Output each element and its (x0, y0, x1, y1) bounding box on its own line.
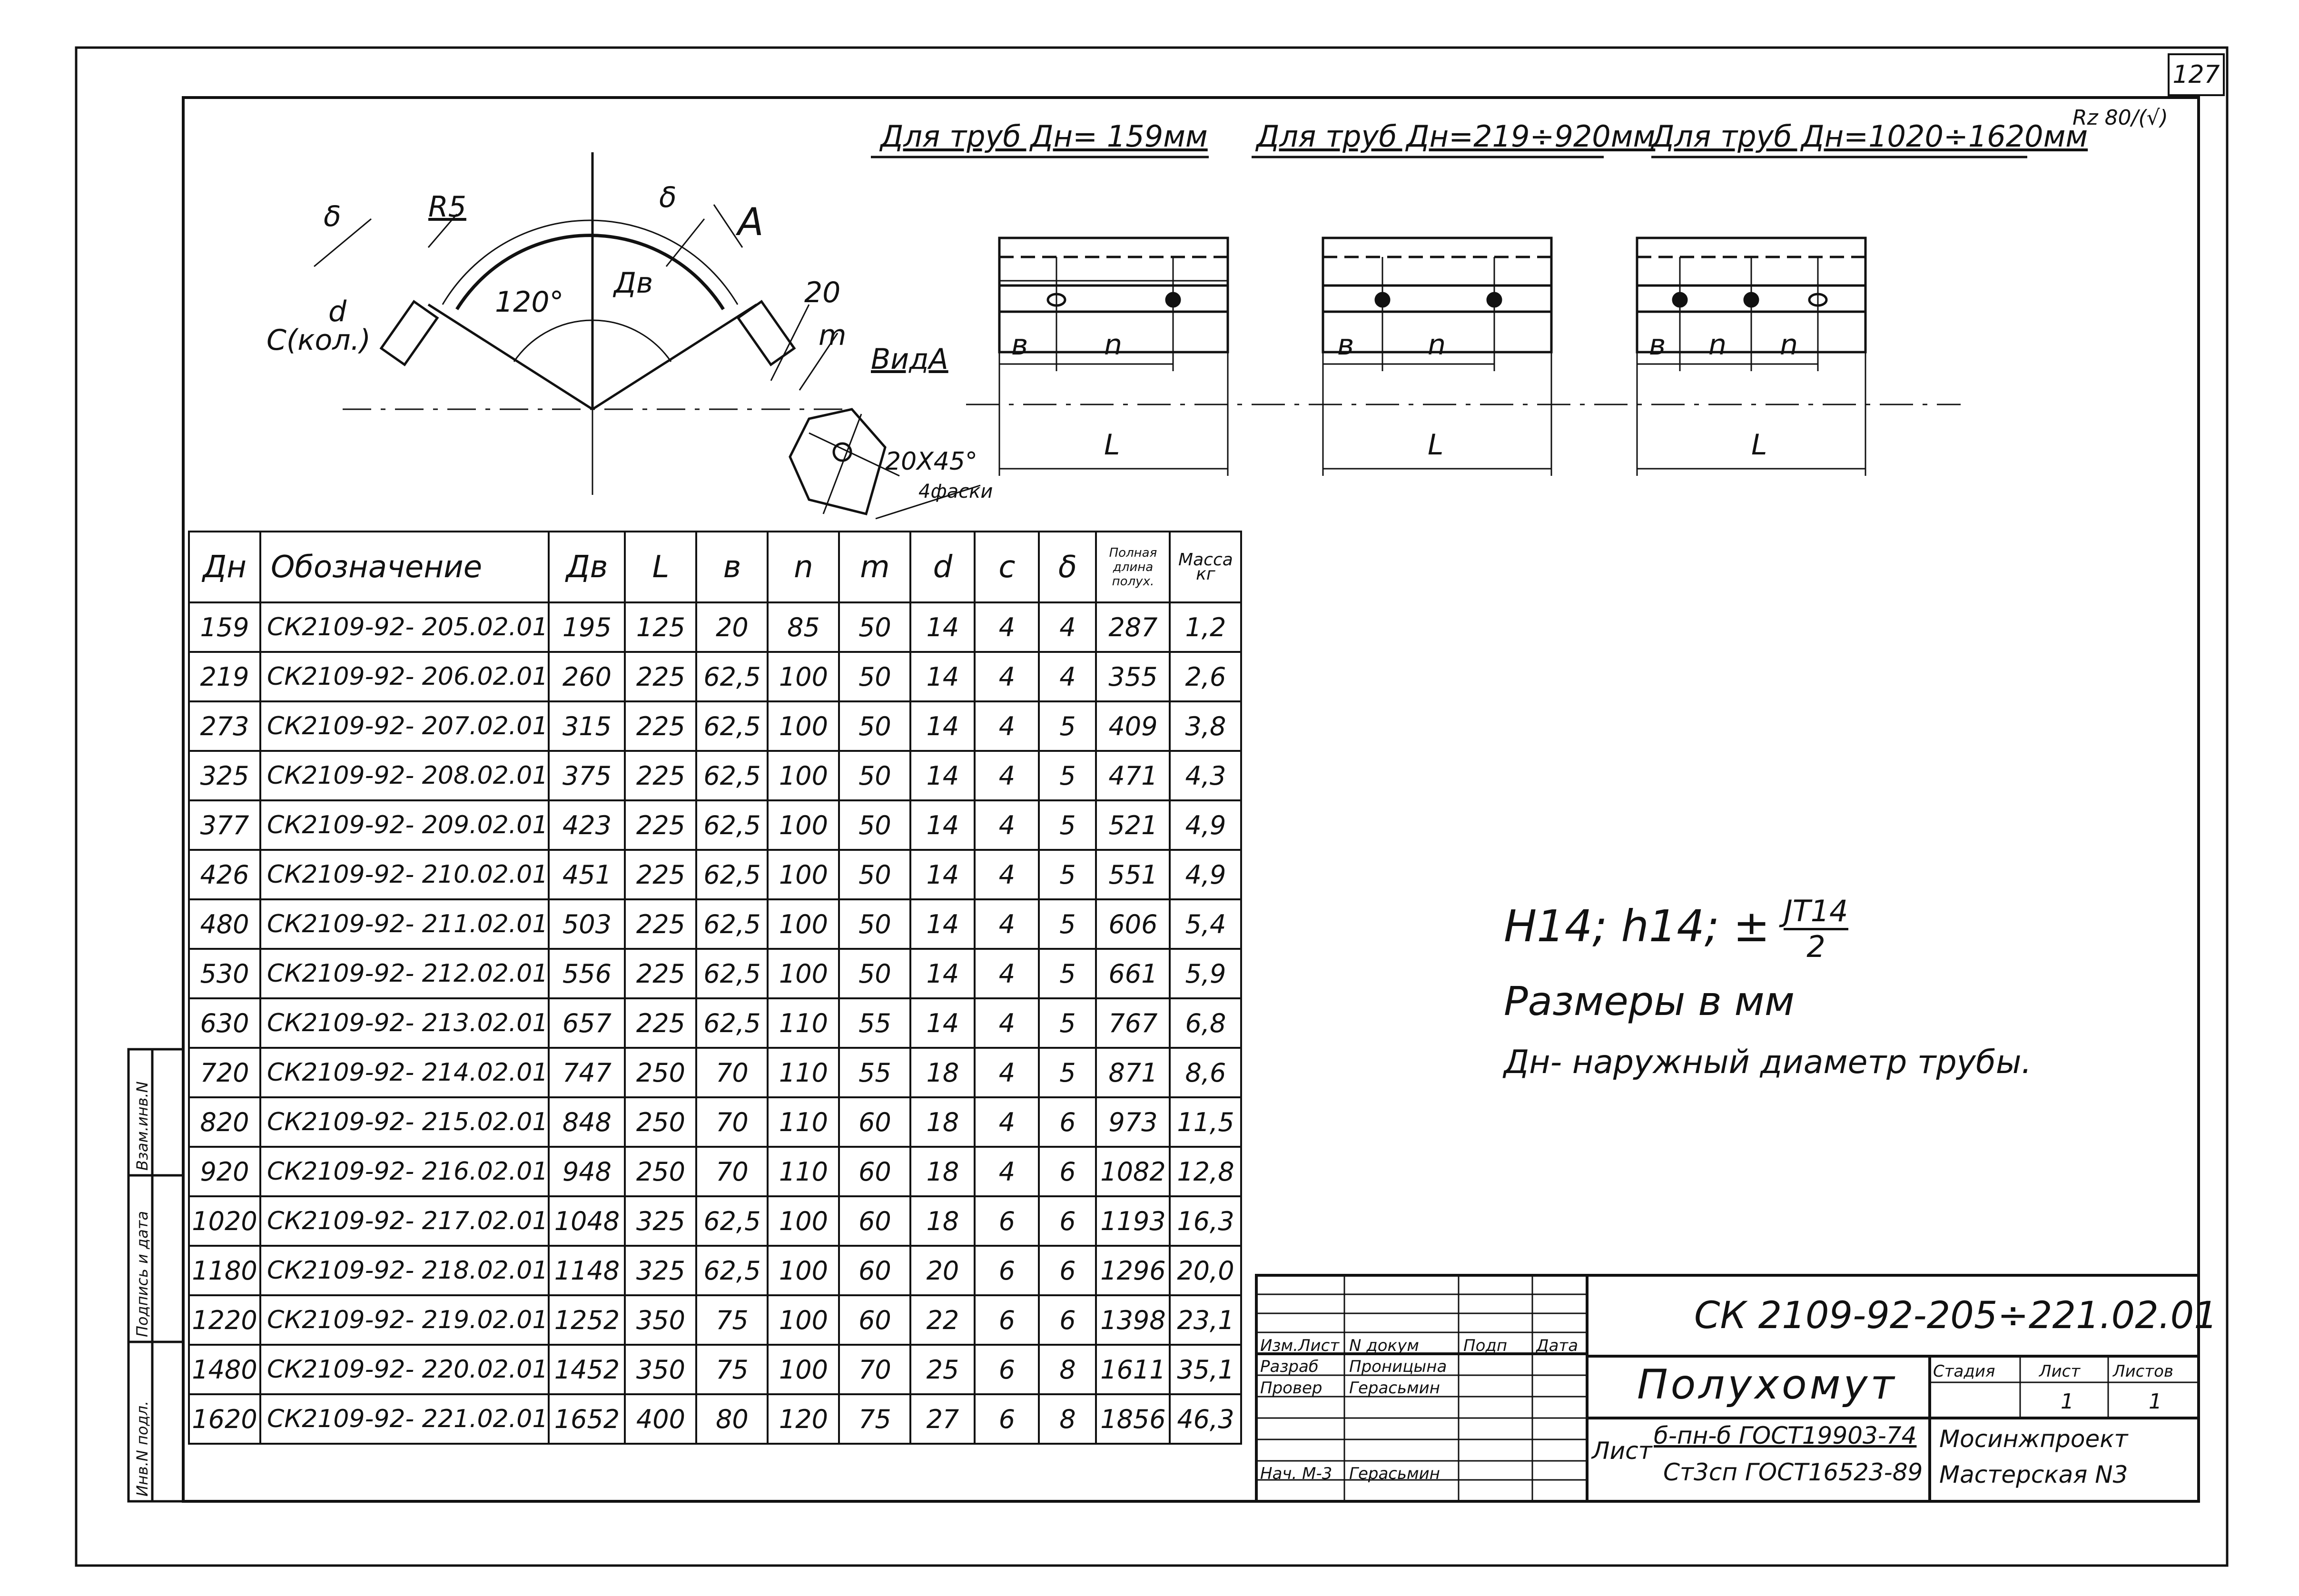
table-cell: СК2109-92- 215.02.01 (260, 1097, 549, 1147)
table-cell: 225 (625, 701, 696, 751)
material-line-1: б-пн-б ГОСТ19903-74 (1654, 1422, 1917, 1449)
table-cell: СК2109-92- 218.02.01 (260, 1246, 549, 1295)
razrab-name: Проницына (1349, 1357, 1447, 1376)
table-cell: 120 (768, 1394, 839, 1444)
table-cell: 100 (768, 949, 839, 998)
table-cell: 423 (549, 800, 625, 850)
sheets-label: Листов (2113, 1362, 2174, 1381)
org-line-2: Мастерская N3 (1939, 1461, 2128, 1488)
table-cell: 5 (1039, 800, 1096, 850)
table-cell: 606 (1096, 899, 1170, 949)
table-cell: 426 (189, 850, 260, 899)
sheet-number: 127 (2168, 53, 2225, 96)
razrab-label: Разраб (1260, 1357, 1319, 1376)
table-cell: 50 (839, 701, 910, 751)
col-izm-list: Изм.Лист (1260, 1336, 1340, 1355)
table-cell: 325 (625, 1196, 696, 1246)
table-cell: 110 (768, 1147, 839, 1196)
dim-L-view1: L (1104, 428, 1120, 462)
table-cell: 125 (625, 602, 696, 652)
section-m: m (819, 319, 847, 352)
section-d: d (328, 295, 347, 328)
section-angle: 120° (495, 286, 564, 319)
table-cell: 5 (1039, 850, 1096, 899)
doc-code: СК 2109-92-205÷221.02.01 (1694, 1294, 2218, 1337)
table-cell: 62,5 (696, 652, 768, 701)
table-cell: 20,0 (1170, 1246, 1241, 1295)
table-cell: 195 (549, 602, 625, 652)
prover-label: Провер (1260, 1379, 1322, 1398)
table-cell: 6 (975, 1246, 1039, 1295)
sheet-value: 1 (2061, 1389, 2074, 1414)
table-cell: 4 (1039, 652, 1096, 701)
table-cell: 20 (696, 602, 768, 652)
col-delta: δ (1039, 532, 1096, 602)
table-cell: 747 (549, 1048, 625, 1097)
sheet-label: Лист (2039, 1362, 2081, 1381)
table-cell: 50 (839, 899, 910, 949)
table-cell: 4 (1039, 602, 1096, 652)
table-cell: 46,3 (1170, 1394, 1241, 1444)
prover-name: Герасьмин (1349, 1379, 1440, 1398)
table-cell: 16,3 (1170, 1196, 1241, 1246)
table-cell: 5 (1039, 701, 1096, 751)
table-row (189, 751, 1241, 800)
table-cell: 657 (549, 998, 625, 1048)
part-name: Полухомут (1637, 1361, 1897, 1409)
table-cell: 62,5 (696, 850, 768, 899)
table-cell: 355 (1096, 652, 1170, 701)
table-cell: СК2109-92- 210.02.01 (260, 850, 549, 899)
table-cell: 80 (696, 1394, 768, 1444)
table-row (189, 1097, 1241, 1147)
table-cell: 250 (625, 1048, 696, 1097)
table-cell: 100 (768, 1295, 839, 1345)
table-cell: 75 (839, 1394, 910, 1444)
table-cell: 551 (1096, 850, 1170, 899)
stage-label: Стадия (1933, 1362, 1995, 1381)
table-cell: 100 (768, 1196, 839, 1246)
table-cell: 400 (625, 1394, 696, 1444)
section-dv: Дв (614, 266, 653, 300)
table-cell: 4 (975, 850, 1039, 899)
table-cell: 225 (625, 998, 696, 1048)
table-cell: 11,5 (1170, 1097, 1241, 1147)
dim-b-view2: в (1337, 328, 1354, 362)
table-cell: 62,5 (696, 800, 768, 850)
table-cell: 1,2 (1170, 602, 1241, 652)
table-row (189, 1048, 1241, 1097)
table-cell: 62,5 (696, 899, 768, 949)
table-cell: 70 (839, 1345, 910, 1394)
side-stamp-replace: Взам.инв.N (133, 1081, 151, 1171)
table-cell: 18 (910, 1048, 975, 1097)
col-dn: Дн (189, 532, 260, 602)
table-cell: 6 (1039, 1246, 1096, 1295)
table-row (189, 1246, 1241, 1295)
table-cell: 8 (1039, 1345, 1096, 1394)
table-cell: 260 (549, 652, 625, 701)
table-cell: 530 (189, 949, 260, 998)
table-cell: 18 (910, 1147, 975, 1196)
table-row (189, 1394, 1241, 1444)
table-cell: 5 (1039, 949, 1096, 998)
table-cell: 848 (549, 1097, 625, 1147)
col-dv: Дв (549, 532, 625, 602)
table-cell: 1398 (1096, 1295, 1170, 1345)
dim-n2-view3: n (1780, 328, 1798, 362)
table-row (189, 949, 1241, 998)
table-cell: СК2109-92- 217.02.01 (260, 1196, 549, 1246)
nach-name: Герасьмин (1349, 1464, 1440, 1483)
table-cell: 100 (768, 652, 839, 701)
table-cell: 4 (975, 602, 1039, 652)
table-cell: 20 (910, 1246, 975, 1295)
spec-table (188, 531, 1242, 1445)
dn-definition: Дн- наружный диаметр трубы. (1504, 1044, 2032, 1081)
table-cell: 8,6 (1170, 1048, 1241, 1097)
table-row (189, 800, 1241, 850)
table-cell: 110 (768, 1097, 839, 1147)
table-cell: 50 (839, 949, 910, 998)
table-cell: 630 (189, 998, 260, 1048)
table-cell: 4,9 (1170, 850, 1241, 899)
table-cell: 70 (696, 1048, 768, 1097)
table-cell: СК2109-92- 221.02.01 (260, 1394, 549, 1444)
table-cell: 12,8 (1170, 1147, 1241, 1196)
table-cell: 350 (625, 1295, 696, 1345)
chamfer-note: 4фаски (918, 481, 993, 502)
table-row (189, 850, 1241, 899)
table-cell: 556 (549, 949, 625, 998)
table-cell: СК2109-92- 211.02.01 (260, 899, 549, 949)
side-stamp-signature: Подпись и дата (133, 1211, 151, 1337)
table-cell: 4 (975, 949, 1039, 998)
table-cell: 6 (975, 1345, 1039, 1394)
table-cell: 14 (910, 998, 975, 1048)
table-cell: 62,5 (696, 751, 768, 800)
table-cell: 60 (839, 1246, 910, 1295)
table-cell: СК2109-92- 209.02.01 (260, 800, 549, 850)
table-cell: 820 (189, 1097, 260, 1147)
col-data: Дата (1536, 1336, 1579, 1355)
table-cell: 871 (1096, 1048, 1170, 1097)
col-L: L (625, 532, 696, 602)
table-cell: 973 (1096, 1097, 1170, 1147)
table-cell: 100 (768, 751, 839, 800)
sheets-value: 1 (2149, 1389, 2162, 1414)
table-cell: 50 (839, 652, 910, 701)
table-cell: 375 (549, 751, 625, 800)
table-cell: 451 (549, 850, 625, 899)
table-cell: 23,1 (1170, 1295, 1241, 1345)
notes (1504, 895, 2032, 1081)
table-cell: 14 (910, 701, 975, 751)
table-cell: 225 (625, 949, 696, 998)
table-cell: 3,8 (1170, 701, 1241, 751)
table-cell: 4 (975, 998, 1039, 1048)
table-cell: 14 (910, 652, 975, 701)
table-cell: 1611 (1096, 1345, 1170, 1394)
table-cell: СК2109-92- 205.02.01 (260, 602, 549, 652)
table-cell: 4 (975, 652, 1039, 701)
table-cell: 6,8 (1170, 998, 1241, 1048)
table-cell: 6 (975, 1394, 1039, 1444)
table-cell: 35,1 (1170, 1345, 1241, 1394)
table-cell: 1620 (189, 1394, 260, 1444)
table-cell: 100 (768, 1345, 839, 1394)
table-cell: 18 (910, 1097, 975, 1147)
table-cell: 55 (839, 998, 910, 1048)
table-cell: СК2109-92- 213.02.01 (260, 998, 549, 1048)
nach-label: Нач. М-3 (1260, 1464, 1332, 1483)
table-cell: 5 (1039, 899, 1096, 949)
table-cell: 273 (189, 701, 260, 751)
table-cell: 1148 (549, 1246, 625, 1295)
table-row (189, 701, 1241, 751)
col-c: c (975, 532, 1039, 602)
table-cell: 503 (549, 899, 625, 949)
table-cell: 6 (1039, 1147, 1096, 1196)
dim-L-view2: L (1428, 428, 1444, 462)
section-c-count: C(кол.) (266, 324, 371, 357)
table-cell: 75 (696, 1345, 768, 1394)
table-cell: СК2109-92- 206.02.01 (260, 652, 549, 701)
table-cell: 225 (625, 800, 696, 850)
table-cell: 25 (910, 1345, 975, 1394)
col-mass: Масса кг (1170, 532, 1241, 602)
table-cell: 50 (839, 751, 910, 800)
table-cell: 8 (1039, 1394, 1096, 1444)
table-cell: 100 (768, 850, 839, 899)
table-cell: 325 (625, 1246, 696, 1295)
col-m: m (839, 532, 910, 602)
dim-L-view3: L (1751, 428, 1767, 462)
table-cell: 62,5 (696, 1196, 768, 1246)
table-cell: 50 (839, 850, 910, 899)
table-cell: 1296 (1096, 1246, 1170, 1295)
table-cell: 60 (839, 1147, 910, 1196)
view-title-159: Для труб Дн= 159мм (880, 119, 1208, 154)
table-cell: 62,5 (696, 949, 768, 998)
table-cell: 62,5 (696, 1246, 768, 1295)
table-header (189, 532, 1241, 602)
table-cell: 409 (1096, 701, 1170, 751)
table-cell: 70 (696, 1147, 768, 1196)
table-cell: 6 (1039, 1097, 1096, 1147)
table-cell: 4 (975, 1097, 1039, 1147)
table-cell: 159 (189, 602, 260, 652)
table-row (189, 899, 1241, 949)
table-cell: 100 (768, 701, 839, 751)
tolerance-text: Н14; h14; ± (1504, 900, 1770, 952)
table-cell: 5 (1039, 1048, 1096, 1097)
table-row (189, 1147, 1241, 1196)
table-cell: 4 (975, 800, 1039, 850)
table-cell: 5 (1039, 998, 1096, 1048)
table-cell: 1020 (189, 1196, 260, 1246)
table-cell: 100 (768, 1246, 839, 1295)
table-cell: 5,4 (1170, 899, 1241, 949)
table-row (189, 602, 1241, 652)
tolerance-numerator: JT14 (1784, 895, 1848, 930)
table-cell: 14 (910, 800, 975, 850)
table-cell: 920 (189, 1147, 260, 1196)
table-cell: 250 (625, 1147, 696, 1196)
table-cell: 4,9 (1170, 800, 1241, 850)
table-cell: 85 (768, 602, 839, 652)
table-cell: 50 (839, 602, 910, 652)
table-cell: СК2109-92- 220.02.01 (260, 1345, 549, 1394)
table-cell: 4 (975, 1147, 1039, 1196)
table-cell: 225 (625, 652, 696, 701)
section-20: 20 (804, 276, 841, 309)
table-cell: 225 (625, 850, 696, 899)
table-cell: 5,9 (1170, 949, 1241, 998)
table-cell: 1452 (549, 1345, 625, 1394)
table-cell: 6 (975, 1295, 1039, 1345)
dim-n-view1: n (1104, 328, 1123, 362)
view-a-label: ВидА (871, 343, 948, 376)
table-cell: 1652 (549, 1394, 625, 1444)
dim-b-view1: в (1011, 328, 1028, 362)
table-cell: 4 (975, 1048, 1039, 1097)
table-cell: 100 (768, 899, 839, 949)
table-cell: 1048 (549, 1196, 625, 1246)
table-cell: 27 (910, 1394, 975, 1444)
table-cell: 110 (768, 1048, 839, 1097)
section-r5: R5 (428, 190, 466, 224)
table-cell: 720 (189, 1048, 260, 1097)
table-cell: 250 (625, 1097, 696, 1147)
table-cell: 14 (910, 850, 975, 899)
table-cell: 6 (1039, 1196, 1096, 1246)
table-cell: 661 (1096, 949, 1170, 998)
table-cell: СК2109-92- 207.02.01 (260, 701, 549, 751)
table-cell: 50 (839, 800, 910, 850)
table-cell: 1252 (549, 1295, 625, 1345)
table-cell: 287 (1096, 602, 1170, 652)
table-cell: 110 (768, 998, 839, 1048)
table-cell: СК2109-92- 219.02.01 (260, 1295, 549, 1345)
dim-n1-view3: n (1708, 328, 1727, 362)
table-cell: 14 (910, 602, 975, 652)
table-cell: 225 (625, 751, 696, 800)
side-stamp-inv: Инв.N подл. (133, 1400, 151, 1497)
table-row (189, 1345, 1241, 1394)
table-cell: 62,5 (696, 701, 768, 751)
table-cell: 22 (910, 1295, 975, 1345)
table-cell: 1180 (189, 1246, 260, 1295)
table-cell: 70 (696, 1097, 768, 1147)
table-cell: 75 (696, 1295, 768, 1345)
section-a-arrow: A (738, 200, 764, 244)
table-cell: 325 (189, 751, 260, 800)
view-title-1020-1620: Для труб Дн=1020÷1620мм (1651, 119, 2088, 154)
table-cell: 5 (1039, 751, 1096, 800)
table-cell: 377 (189, 800, 260, 850)
table-cell: 948 (549, 1147, 625, 1196)
col-d: d (910, 532, 975, 602)
table-cell: 55 (839, 1048, 910, 1097)
table-row (189, 998, 1241, 1048)
table-cell: СК2109-92- 212.02.01 (260, 949, 549, 998)
view-title-219-920: Для труб Дн=219÷920мм (1256, 119, 1656, 154)
col-b: в (696, 532, 768, 602)
section-delta-right: δ (659, 181, 677, 214)
table-cell: 350 (625, 1345, 696, 1394)
tolerance-denominator: 2 (1806, 929, 1825, 964)
table-row (189, 652, 1241, 701)
table-row (189, 1196, 1241, 1246)
table-cell: 1480 (189, 1345, 260, 1394)
table-cell: 14 (910, 899, 975, 949)
roughness-mark: Rz 80/(√) (2072, 106, 2168, 130)
table-cell: 4 (975, 701, 1039, 751)
col-full-length: Полная длина полух. (1096, 532, 1170, 602)
table-cell: 60 (839, 1295, 910, 1345)
material-prefix: Лист (1592, 1437, 1652, 1465)
table-cell: 1220 (189, 1295, 260, 1345)
table-cell: 480 (189, 899, 260, 949)
table-cell: СК2109-92- 214.02.01 (260, 1048, 549, 1097)
table-cell: 4 (975, 899, 1039, 949)
table-cell: 6 (1039, 1295, 1096, 1345)
org-line-1: Мосинжпроект (1939, 1425, 2128, 1453)
table-cell: 1193 (1096, 1196, 1170, 1246)
dim-n-view2: n (1428, 328, 1446, 362)
tolerance-note (1504, 895, 2032, 964)
table-cell: 521 (1096, 800, 1170, 850)
table-cell: 60 (839, 1196, 910, 1246)
material-line-2: Ст3сп ГОСТ16523-89 (1663, 1458, 1923, 1486)
table-cell: СК2109-92- 216.02.01 (260, 1147, 549, 1196)
table-cell: 1856 (1096, 1394, 1170, 1444)
table-cell: 4,3 (1170, 751, 1241, 800)
table-cell: 6 (975, 1196, 1039, 1246)
table-cell: 4 (975, 751, 1039, 800)
table-cell: 100 (768, 800, 839, 850)
units-note: Размеры в мм (1504, 978, 1795, 1025)
table-cell: 14 (910, 751, 975, 800)
table-cell: 471 (1096, 751, 1170, 800)
table-cell: 767 (1096, 998, 1170, 1048)
table-cell: 14 (910, 949, 975, 998)
col-n: n (768, 532, 839, 602)
table-cell: 219 (189, 652, 260, 701)
table-cell: 2,6 (1170, 652, 1241, 701)
table-cell: 225 (625, 899, 696, 949)
col-n-dokum: N докум (1349, 1336, 1419, 1355)
table-cell: 1082 (1096, 1147, 1170, 1196)
chamfer-size: 20Х45° (885, 447, 977, 476)
dim-b-view3: в (1649, 328, 1666, 362)
col-podp: Подп (1463, 1336, 1508, 1355)
table-cell: СК2109-92- 208.02.01 (260, 751, 549, 800)
col-designation: Обозначение (260, 532, 549, 602)
table-cell: 18 (910, 1196, 975, 1246)
table-cell: 60 (839, 1097, 910, 1147)
table-cell: 315 (549, 701, 625, 751)
table-cell: 62,5 (696, 998, 768, 1048)
table-row (189, 1295, 1241, 1345)
section-delta-left: δ (324, 200, 341, 233)
